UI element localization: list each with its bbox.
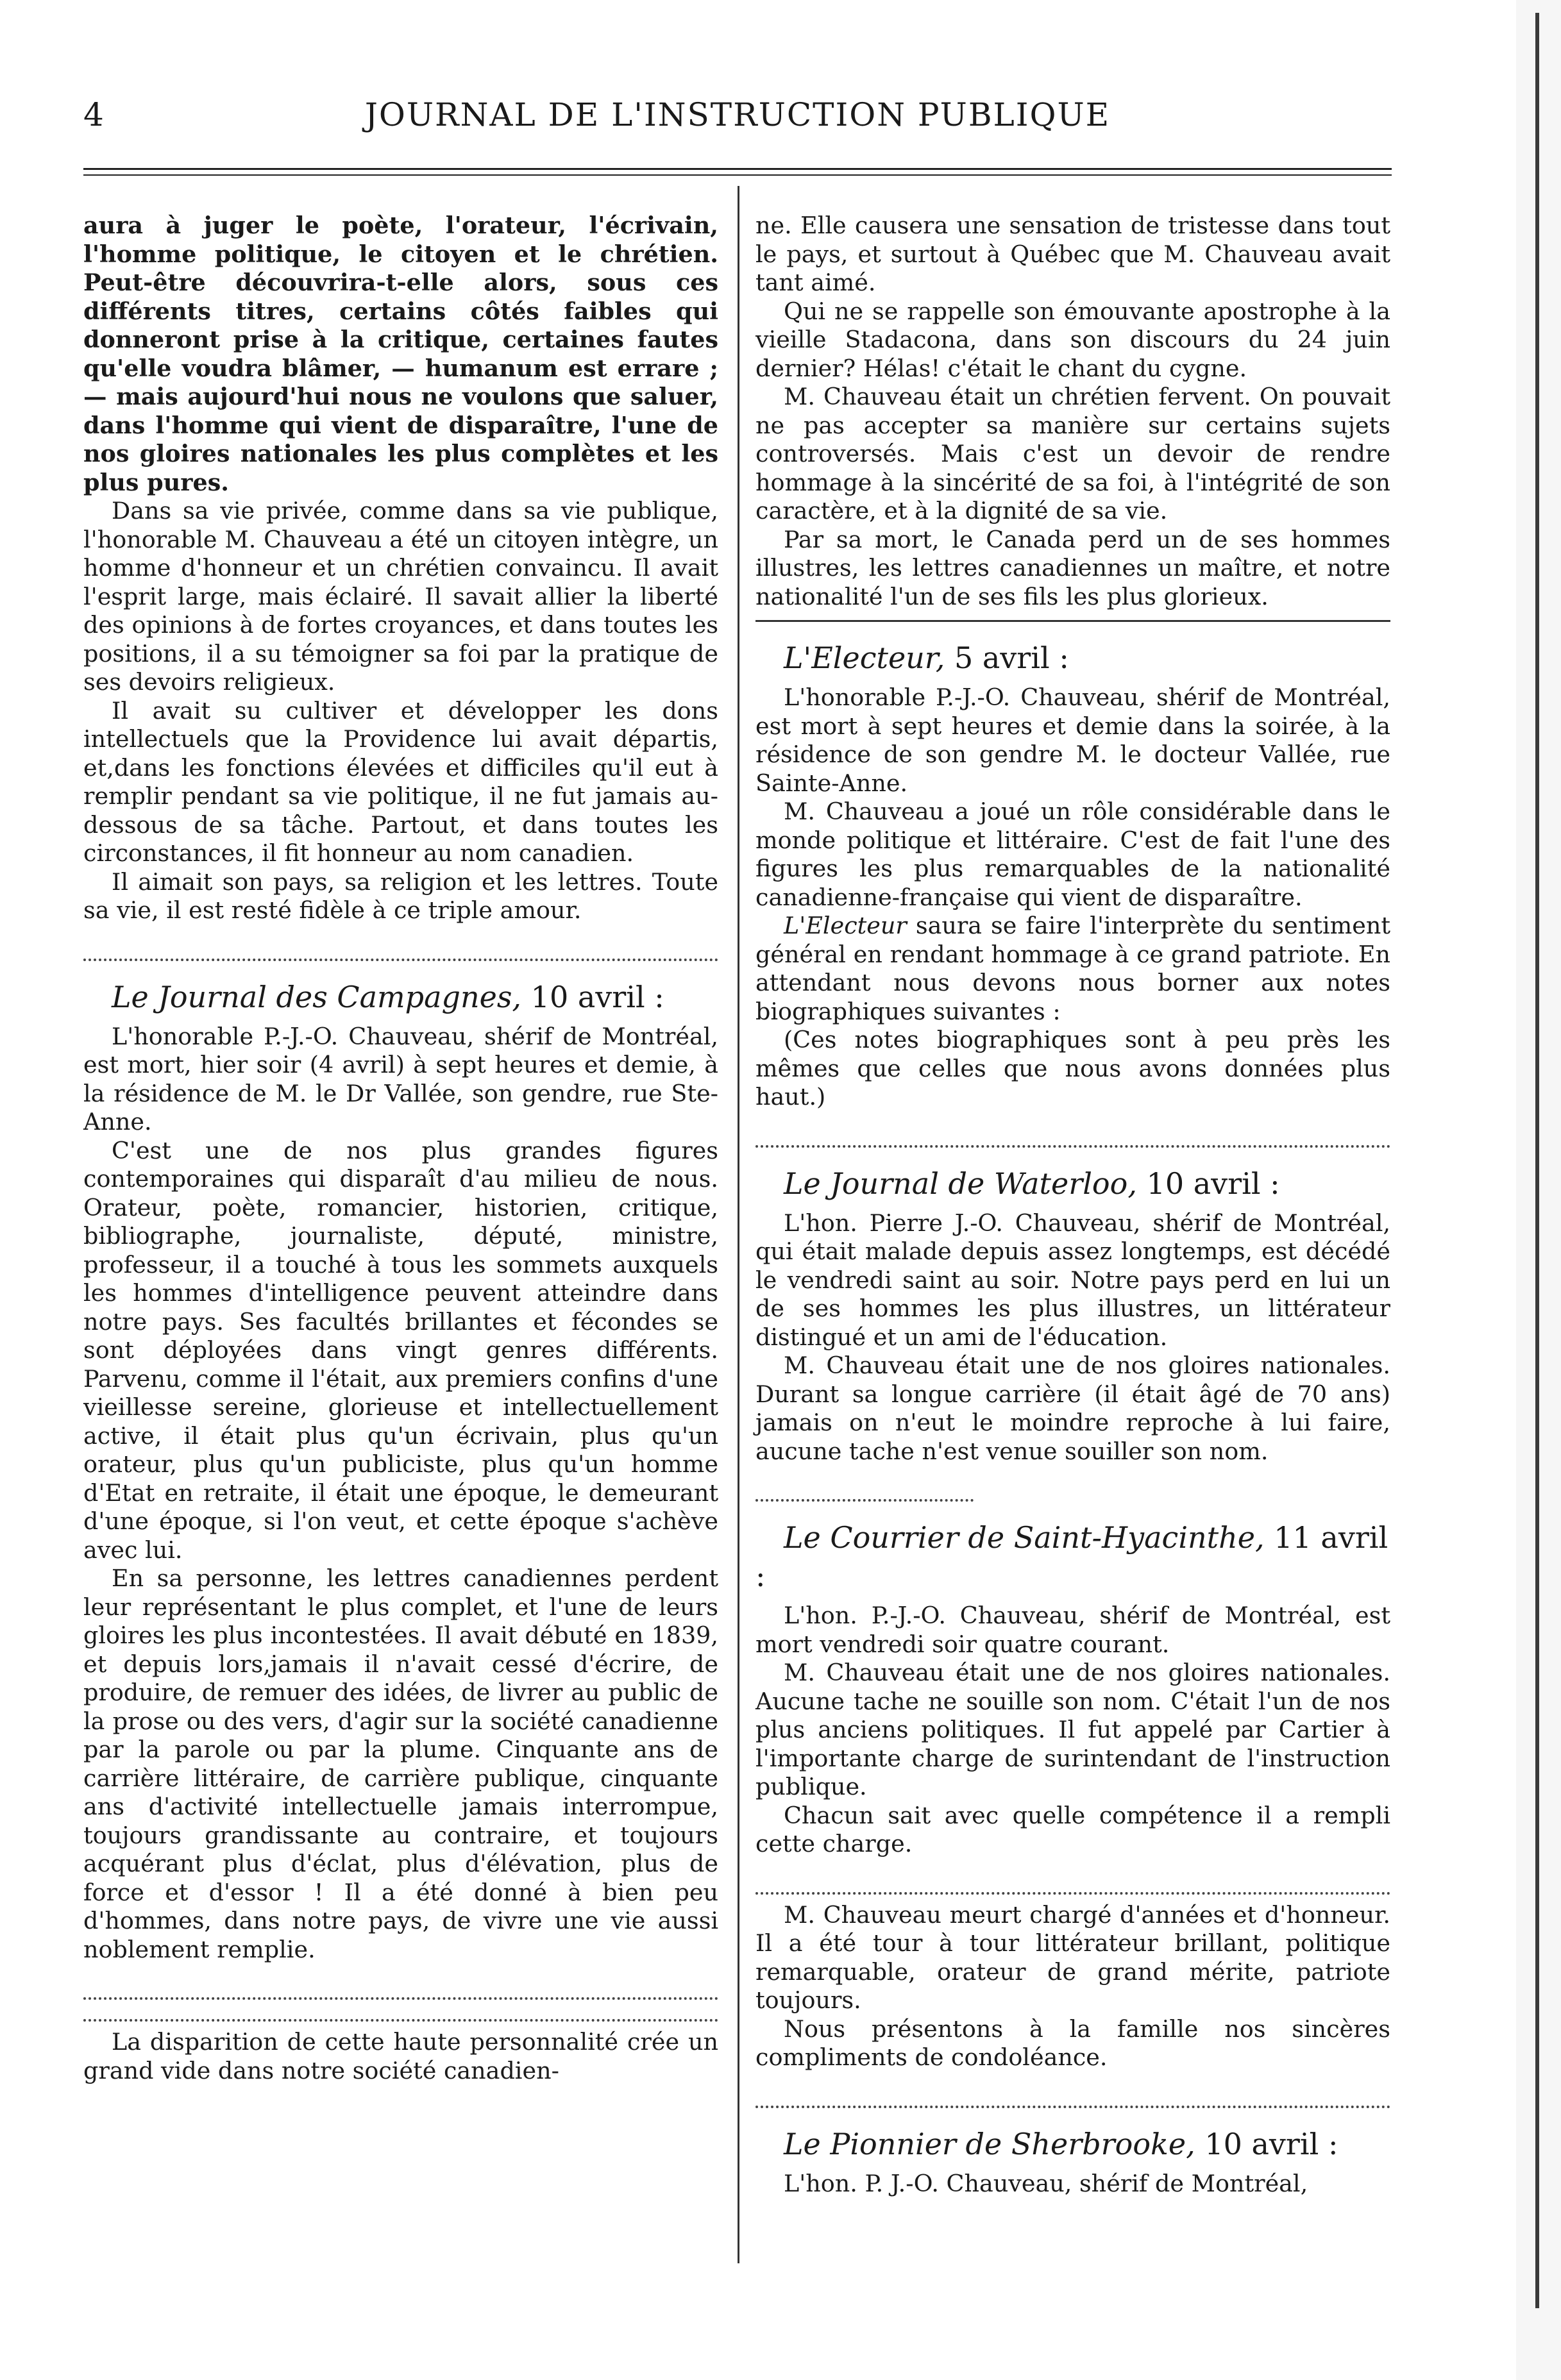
paragraph: L'hon. Pierre J.-O. Chauveau, shérif de Montréal, qui était malade depuis assez longtemps, est décédé le vendredi saint au soir. Notre pays perd en lui un de ses hommes les plus illustres, un littérateur distingué et un ami de l'éducation.	[755, 1209, 1390, 1351]
paragraph: M. Chauveau était un chrétien fervent. On pouvait ne pas accepter sa manière sur certains sujets controversés. Mais c'est un devoir de rendre hommage à la sincérité de sa foi, à l'intégrité de son caractère, et à la dignité de sa vie.	[755, 383, 1390, 524]
paragraph: Par sa mort, le Canada perd un de ses hommes illustres, les lettres canadiennes un maître, et notre nationalité l'un de ses fils les plus glorieux.	[755, 525, 1390, 610]
paragraph-text: saura se faire l'interprète du sentiment général en rendant hommage à ce grand patriote. En attendant nous devons nous borner aux notes biographiques suivantes :	[755, 912, 1390, 1025]
page-header	[83, 96, 1392, 147]
newspaper-name: L'Electeur	[784, 912, 907, 939]
paragraph: La disparition de cette haute personnalité crée un grand vide dans notre société canadien-	[83, 2028, 718, 2084]
paragraph: Chacun sait avec quelle compétence il a rempli cette charge.	[755, 1801, 1390, 1857]
newspaper-name: Le Journal de Waterloo,	[784, 1166, 1137, 1201]
dotted-separator	[755, 2081, 1390, 2108]
section-heading	[83, 978, 718, 1016]
heading-date: 10 avril :	[1136, 1166, 1280, 1201]
dotted-separator	[83, 934, 718, 961]
paragraph: M. Chauveau était une de nos gloires nationales. Durant sa longue carrière (il était âgé de 70 ans) jamais on n'eut le moindre reproche à lui faire, aucune tache n'est venue souiller son nom.	[755, 1352, 1390, 1465]
dotted-separator	[755, 1868, 1390, 1895]
scan-edge-line	[1535, 13, 1539, 2308]
left-column	[83, 212, 718, 2085]
dotted-separator	[83, 2006, 718, 2022]
journal-title: JOURNAL DE L'INSTRUCTION PUBLIQUE	[364, 96, 1111, 133]
heading-date: 10 avril :	[521, 979, 664, 1014]
newspaper-name: Le Courrier de Saint-Hyacinthe,	[784, 1520, 1265, 1555]
paragraph: L'hon. P. J.-O. Chauveau, shérif de Montréal,	[784, 2169, 1308, 2197]
paragraph: M. Chauveau était une de nos gloires nationales. Aucune tache ne souille son nom. C'était l'un de nos plus anciens politiques. Il fut appelé par Cartier à l'importante charge de surintendant de l'instruction publique.	[755, 1659, 1390, 1800]
paragraph: Il aimait son pays, sa religion et les lettres. Toute sa vie, il est resté fidèle à ce triple amour.	[83, 867, 718, 924]
column-divider	[738, 186, 739, 2263]
right-column	[755, 212, 1390, 2198]
paragraph: L'honorable P.-J.-O. Chauveau, shérif de Montréal, est mort, hier soir (4 avril) à sept heures et demie, à la résidence de M. le Dr Vallée, son gendre, rue Ste-Anne.	[83, 1022, 718, 1136]
page-number: 4	[83, 96, 104, 133]
heading-date: 5 avril :	[945, 641, 1069, 675]
dotted-separator	[83, 1973, 718, 2000]
paragraph: Qui ne se rappelle son émouvante apostrophe à la vieille Stadacona, dans son discours du 24 juin dernier? Hélas! c'était le chant du cygne.	[755, 297, 1390, 382]
paragraph: M. Chauveau meurt chargé d'années et d'honneur. Il a été tour à tour littérateur brillant, politique remarquable, orateur de grand mérite, patriote toujours.	[755, 1900, 1390, 2014]
section-heading	[755, 1164, 1390, 1203]
section-heading	[755, 1518, 1390, 1595]
header-rule	[83, 168, 1392, 170]
section-rule	[755, 620, 1390, 622]
dotted-separator	[755, 1121, 1390, 1148]
paragraph	[755, 912, 1390, 1026]
dotted-separator	[755, 1475, 974, 1502]
paragraph: Nous présentons à la famille nos sincères compliments de condoléance.	[755, 2015, 1390, 2071]
paragraph: En sa personne, les lettres canadiennes perdent leur représentant le plus complet, et l'une de leurs gloires les plus incontestées. Il avait débuté en 1839, et depuis lors,jamais il n'avait cessé d'écrire, de produire, de remuer des idées, de livrer au public de la prose ou des vers, d'agir sur la société canadienne par la parole ou par la plume. Cinquante ans de carrière littéraire, de carrière publique, cinquante ans d'activité intellectuelle jamais interrompue, toujours grandissante au contraire, et toujours acquérant plus d'éclat, plus d'élévation, plus de force et d'essor ! Il a été donné à bien peu d'hommes, dans notre pays, de vivre une vie aussi noblement remplie.	[83, 1564, 718, 1963]
header-rule-thin	[83, 174, 1392, 176]
newspaper-name: Le Pionnier de Sherbrooke,	[784, 2126, 1195, 2161]
section-heading	[755, 639, 1390, 677]
paragraph: ne. Elle causera une sensation de tristesse dans tout le pays, et surtout à Québec que M. Chauveau avait tant aimé.	[755, 212, 1390, 296]
scan-edge	[1516, 0, 1561, 2380]
paragraph: aura à juger le poète, l'orateur, l'écrivain, l'homme politique, le citoyen et le chrétien. Peut-être découvrira-t-elle alors, sous ces différents titres, certains côtés faibles qui donneront prise à la critique, certaines fautes qu'elle voudra blâmer, — humanum est errare ; — mais aujourd'hui nous ne voulons que saluer, dans l'homme qui vient de disparaître, l'une de nos gloires nationales les plus complètes et les plus pures.	[83, 212, 718, 496]
paragraph: L'hon. P.-J.-O. Chauveau, shérif de Montréal, est mort vendredi soir quatre courant.	[755, 1602, 1390, 1658]
paragraph: Il avait su cultiver et développer les dons intellectuels que la Providence lui avait départis, et,dans les fonctions élevées et difficiles qu'il eut à remplir pendant sa vie politique, il ne fut jamais au-dessous de sa tâche. Partout, et dans toutes les circonstances, il fit honneur au nom canadien.	[83, 696, 718, 867]
newspaper-name: L'Electeur,	[784, 641, 945, 675]
section-heading	[755, 2125, 1390, 2163]
paragraph: (Ces notes biographiques sont à peu près les mêmes que celles que nous avons données plus haut.)	[755, 1026, 1390, 1110]
paragraph: M. Chauveau a joué un rôle considérable dans le monde politique et littéraire. C'est de fait l'une des figures les plus remarquables de la nationalité canadienne-française qui vient de disparaître.	[755, 798, 1390, 911]
heading-date: 10 avril :	[1195, 2126, 1338, 2161]
paragraph: C'est une de nos plus grandes figures contemporaines qui disparaît d'au milieu de nous. Orateur, poète, romancier, historien, critique, bibliographe, journaliste, député, ministre, professeur, il a touché à tous les sommets auxquels les hommes d'intelligence peuvent atteindre dans notre pays. Ses facultés brillantes et fécondes se sont déployées dans vingt genres différents. Parvenu, comme il l'était, aux premiers confins d'une vieillesse sereine, glorieuse et intellectuellement active, il était plus qu'un écrivain, plus qu'un orateur, plus qu'un publiciste, plus qu'un homme d'Etat en retraite, il était une époque, le demeurant d'une époque, si l'on veut, et cette époque s'achève avec lui.	[83, 1136, 718, 1564]
paragraph: L'honorable P.-J.-O. Chauveau, shérif de Montréal, est mort à sept heures et demie dans la soirée, à la résidence de son gendre M. le docteur Vallée, rue Sainte-Anne.	[755, 683, 1390, 797]
newspaper-name: Le Journal des Campagnes,	[112, 979, 522, 1014]
paragraph: Dans sa vie privée, comme dans sa vie publique, l'honorable M. Chauveau a été un citoyen intègre, un homme d'honneur et un chrétien convaincu. Il avait l'esprit large, mais éclairé. Il savait allier la liberté des opinions à de fortes croyances, et dans toutes les positions, il a su témoigner sa foi par la pratique de ses devoirs religieux.	[83, 497, 718, 696]
heading-date: 11 avril :	[755, 1520, 1388, 1593]
